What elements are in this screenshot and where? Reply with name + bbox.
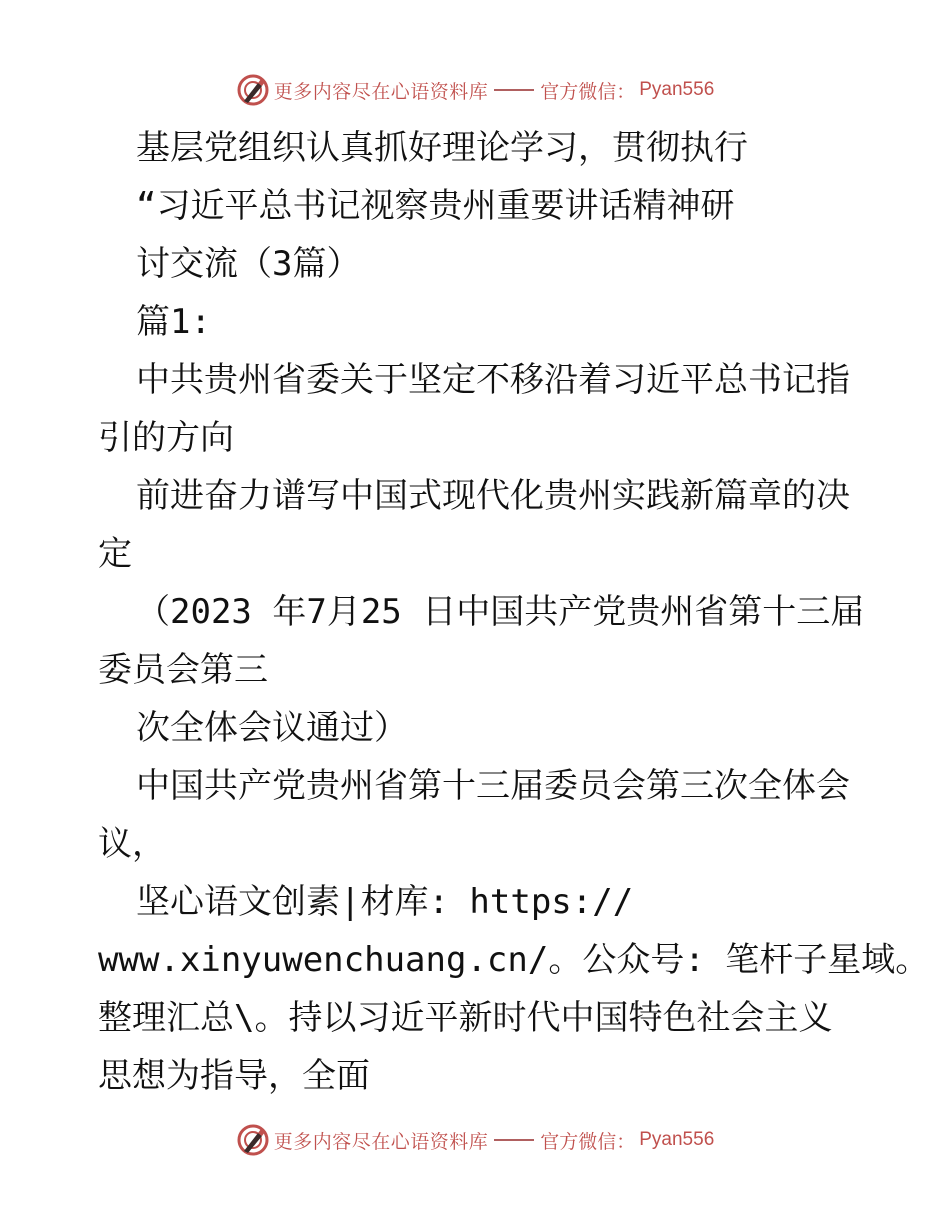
text-line: 次全体会议通过） (136, 708, 408, 748)
text-line: 基层党组织认真抓好理论学习，贯彻执行 (136, 128, 748, 168)
text-line: 整理汇总\。持以习近平新时代中国特色社会主义 (98, 998, 833, 1038)
text-line: 引的方向 (98, 418, 234, 458)
text-line: 前进奋力谱写中国式现代化贵州实践新篇章的决 (136, 476, 850, 516)
text-line: 思想为指导，全面 (98, 1056, 370, 1096)
text-line: 中国共产党贵州省第十三届委员会第三次全体会 (136, 766, 850, 806)
footer-banner-dash (494, 1139, 534, 1141)
text-line: “习近平总书记视察贵州重要讲话精神研 (136, 186, 735, 226)
text-line: 议， (98, 824, 166, 864)
pen-logo-icon (236, 73, 270, 107)
text-line: 定 (98, 534, 132, 574)
text-line: 中共贵州省委关于坚定不移沿着习近平总书记指 (136, 360, 850, 400)
header-banner-wechat-label: 官方微信： (540, 80, 636, 103)
footer-banner-wechat-label: 官方微信： (540, 1130, 636, 1153)
header-banner-dash (494, 89, 534, 91)
pen-logo-icon (236, 1123, 270, 1157)
text-line: （2023 年7月25 日中国共产党贵州省第十三届 (136, 592, 865, 632)
header-banner-text: 更多内容尽在心语资料库 (273, 80, 489, 103)
footer-banner-text: 更多内容尽在心语资料库 (273, 1130, 489, 1153)
text-line: 讨交流（3篇） (136, 244, 361, 284)
text-line: 篇1: (136, 302, 211, 342)
header-banner-content (236, 73, 715, 107)
footer-banner (0, 1120, 950, 1160)
footer-banner-wechat-id: Pyan556 (639, 1129, 715, 1150)
header-banner (0, 70, 950, 110)
text-line: www.xinyuwenchuang.cn/。公众号: 笔杆子星域。 (98, 940, 930, 980)
text-line: 坚心语文创素|材库: https:// (136, 882, 634, 922)
footer-banner-content (236, 1123, 715, 1157)
text-line: 委员会第三 (98, 650, 268, 690)
header-banner-wechat-id: Pyan556 (639, 79, 715, 100)
